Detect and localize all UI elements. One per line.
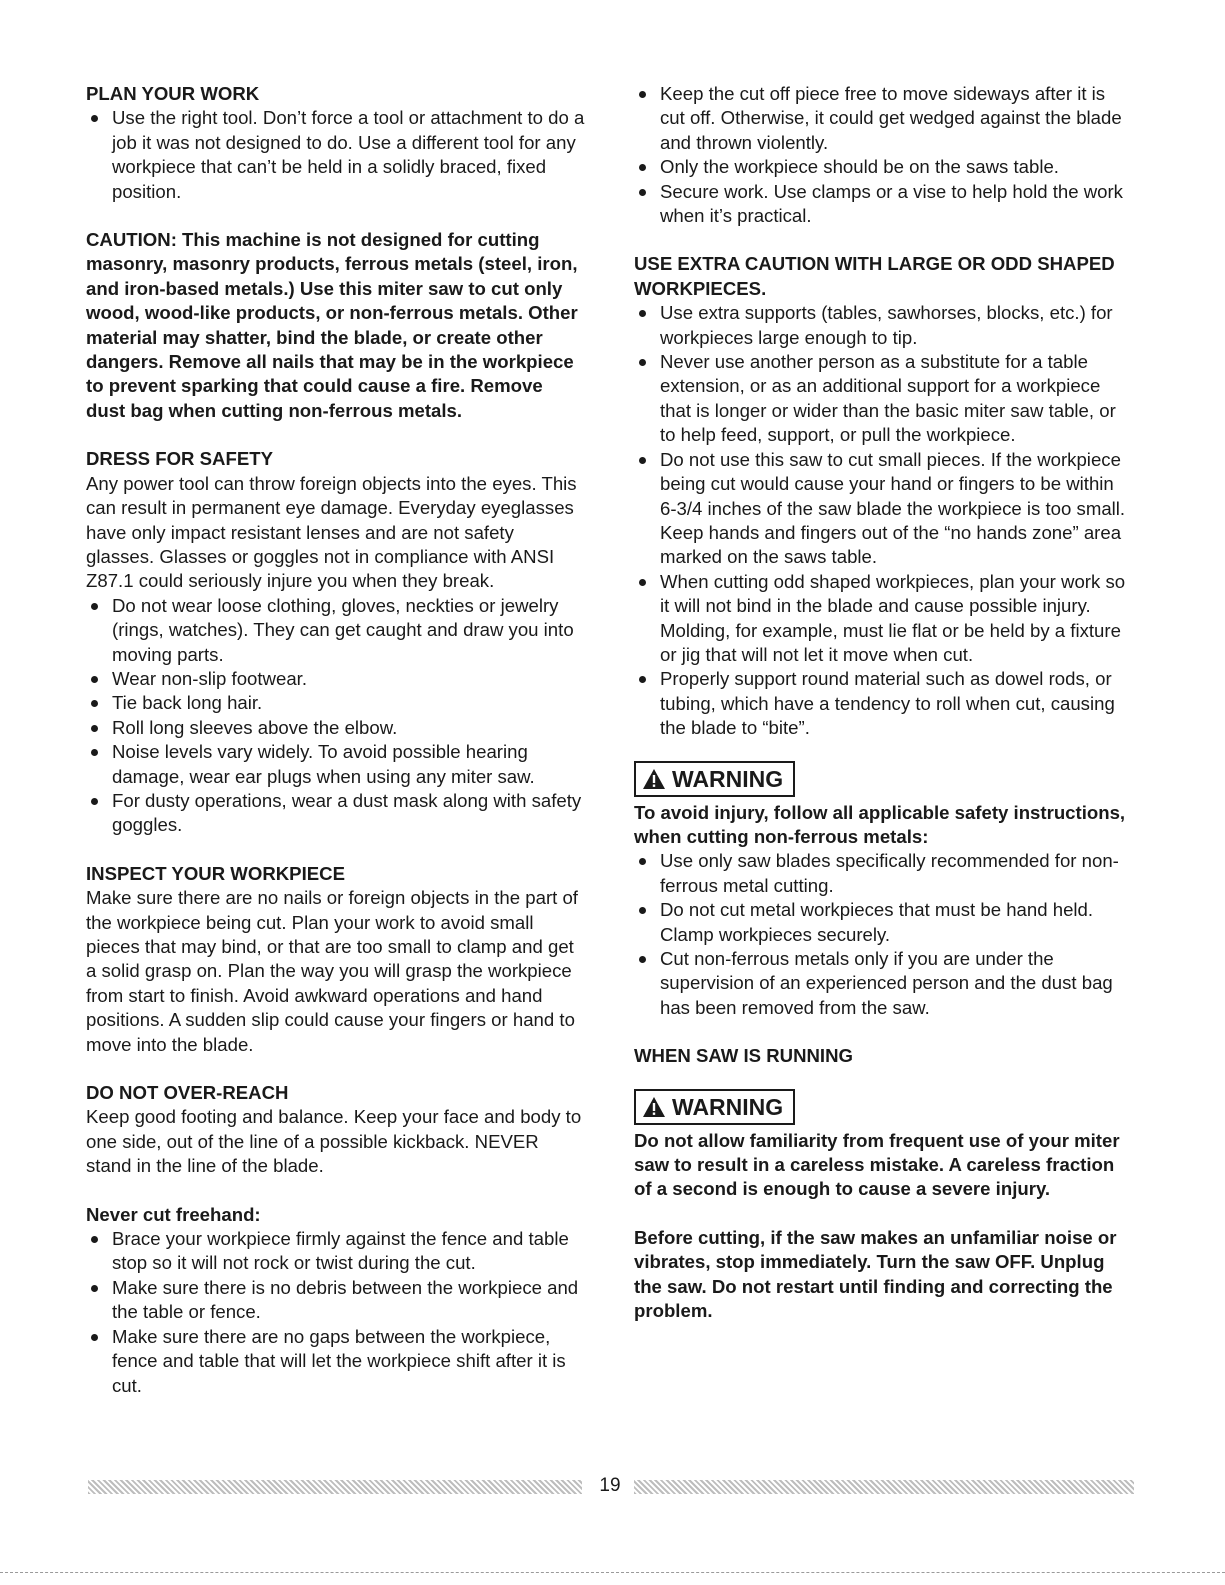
- warning-2-para-2: Before cutting, if the saw makes an unfamiliar noise or vibrates, stop immediately. Turn the saw OFF. Unplug the saw. Do not restart until finding and correcting the problem.: [634, 1226, 1117, 1322]
- list-item: Use only saw blades specifically recommended for non-ferrous metal cutting.: [634, 849, 1134, 898]
- list-item: Do not cut metal workpieces that must be hand held. Clamp workpieces securely.: [634, 898, 1134, 947]
- list-item: Do not wear loose clothing, gloves, neckties or jewelry (rings, watches). They can get caught and draw you into moving parts.: [86, 594, 586, 667]
- list-item: Use the right tool. Don’t force a tool or attachment to do a job it was not designed to do. Use a different tool for any workpiece that can’t be held in a solidly braced, fixed position.: [86, 106, 586, 204]
- warning-label-1: [634, 761, 795, 797]
- list-item: When cutting odd shaped workpieces, plan your work so it will not bind in the blade and cause possible injury. Molding, for example, must lie flat or be held by a fixture or jig that will not let it move when cut.: [634, 570, 1134, 668]
- dress-list: [86, 594, 586, 838]
- list-item: Do not use this saw to cut small pieces. If the workpiece being cut would cause your hand or fingers to be within 6-3/4 inches of the saw blade the workpiece is too small. Keep hands and fingers out of the “no hands zone” area marked on the saws table.: [634, 448, 1134, 570]
- extra-caution-heading: USE EXTRA CAUTION WITH LARGE OR ODD SHAPED WORKPIECES.: [634, 253, 1115, 299]
- plan-heading: PLAN YOUR WORK: [86, 83, 260, 104]
- list-item: Make sure there is no debris between the workpiece and the table or fence.: [86, 1276, 586, 1325]
- footer-bar-right: [634, 1480, 1134, 1494]
- warning-label-2: [634, 1089, 795, 1125]
- warning-text: WARNING: [672, 1093, 784, 1120]
- caution-paragraph: CAUTION: This machine is not designed for cutting masonry, masonry products, ferrous metals (steel, iron, and iron-based metals.) Use this miter saw to cut only wood, wood-like products, or non-ferrous metals. Other material may shatter, bind the blade, or create other dangers. Remove all nails that may be in the workpiece to prevent sparking that could cause a fire. Remove dust bag when cutting non-ferrous metals.: [86, 229, 578, 421]
- overreach-body: Keep good footing and balance. Keep your face and body to one side, out of the line of a possible kickback. NEVER stand in the line of the blade.: [86, 1106, 582, 1177]
- cut-line: [0, 1572, 1225, 1573]
- running-heading: WHEN SAW IS RUNNING: [634, 1045, 853, 1067]
- list-item: Noise levels vary widely. To avoid possible hearing damage, wear ear plugs when using any miter saw.: [86, 740, 586, 789]
- top-list: [634, 82, 1134, 228]
- warning-triangle-icon: [642, 768, 666, 790]
- list-item: Make sure there are no gaps between the workpiece, fence and table that will let the workpiece shift after it is cut.: [86, 1325, 586, 1398]
- inspect-body: Make sure there are no nails or foreign objects in the part of the workpiece being cut. Plan your work to avoid small pieces that may bind, or that are too small to clamp and get a solid grasp on. Plan the way you will grasp the workpiece from start to finish. Avoid awkward operations and hand positions. A sudden slip could cause your fingers or hand to move into the blade.: [86, 887, 578, 1055]
- right-column: [634, 82, 1134, 1323]
- warning-1-lead: To avoid injury, follow all applicable safety instructions, when cutting non-ferrous metals:: [634, 801, 1126, 847]
- list-item: Wear non-slip footwear.: [86, 667, 586, 691]
- warning-2-para-1: Do not allow familiarity from frequent use of your miter saw to result in a careless mistake. A careless fraction of a second is enough to cause a severe injury.: [634, 1129, 1120, 1200]
- list-item: Tie back long hair.: [86, 691, 586, 715]
- list-item: Properly support round material such as dowel rods, or tubing, which have a tendency to roll when cut, causing the blade to “bite”.: [634, 667, 1134, 740]
- footer-bar-left: [88, 1480, 582, 1494]
- plan-list: [86, 106, 586, 204]
- warning-text: WARNING: [672, 765, 784, 792]
- freehand-heading: Never cut freehand:: [86, 1203, 261, 1225]
- list-item: Keep the cut off piece free to move sideways after it is cut off. Otherwise, it could get wedged against the blade and thrown violently.: [634, 82, 1134, 155]
- overreach-heading: DO NOT OVER-REACH: [86, 1082, 289, 1104]
- page-number: 19: [599, 1475, 621, 1496]
- list-item: Secure work. Use clamps or a vise to help hold the work when it’s practical.: [634, 180, 1134, 229]
- extra-caution-list: [634, 301, 1134, 740]
- list-item: Brace your workpiece firmly against the fence and table stop so it will not rock or twist during the cut.: [86, 1227, 586, 1276]
- inspect-heading: INSPECT YOUR WORKPIECE: [86, 862, 345, 884]
- list-item: Roll long sleeves above the elbow.: [86, 716, 586, 740]
- warning-triangle-icon: [642, 1096, 666, 1118]
- freehand-list: [86, 1227, 586, 1398]
- list-item: Cut non-ferrous metals only if you are under the supervision of an experienced person and the dust bag has been removed from the saw.: [634, 947, 1134, 1020]
- dress-heading: DRESS FOR SAFETY: [86, 448, 273, 470]
- list-item: Use extra supports (tables, sawhorses, blocks, etc.) for workpieces large enough to tip.: [634, 301, 1134, 350]
- list-item: Only the workpiece should be on the saws table.: [634, 155, 1134, 179]
- list-item: Never use another person as a substitute for a table extension, or as an additional support for a workpiece that is longer or wider than the basic miter saw table, or to help feed, support, or pull the workpiece.: [634, 350, 1134, 448]
- list-item: For dusty operations, wear a dust mask along with safety goggles.: [86, 789, 586, 838]
- left-column: [86, 82, 586, 1398]
- dress-intro: Any power tool can throw foreign objects into the eyes. This can result in permanent eye damage. Everyday eyeglasses have only impact resistant lenses and are not safety glasses. Glasses or goggles not in compliance with ANSI Z87.1 could seriously injure you when they break.: [86, 472, 577, 592]
- page-footer: [0, 1472, 1225, 1502]
- warning-1-list: [634, 849, 1134, 1020]
